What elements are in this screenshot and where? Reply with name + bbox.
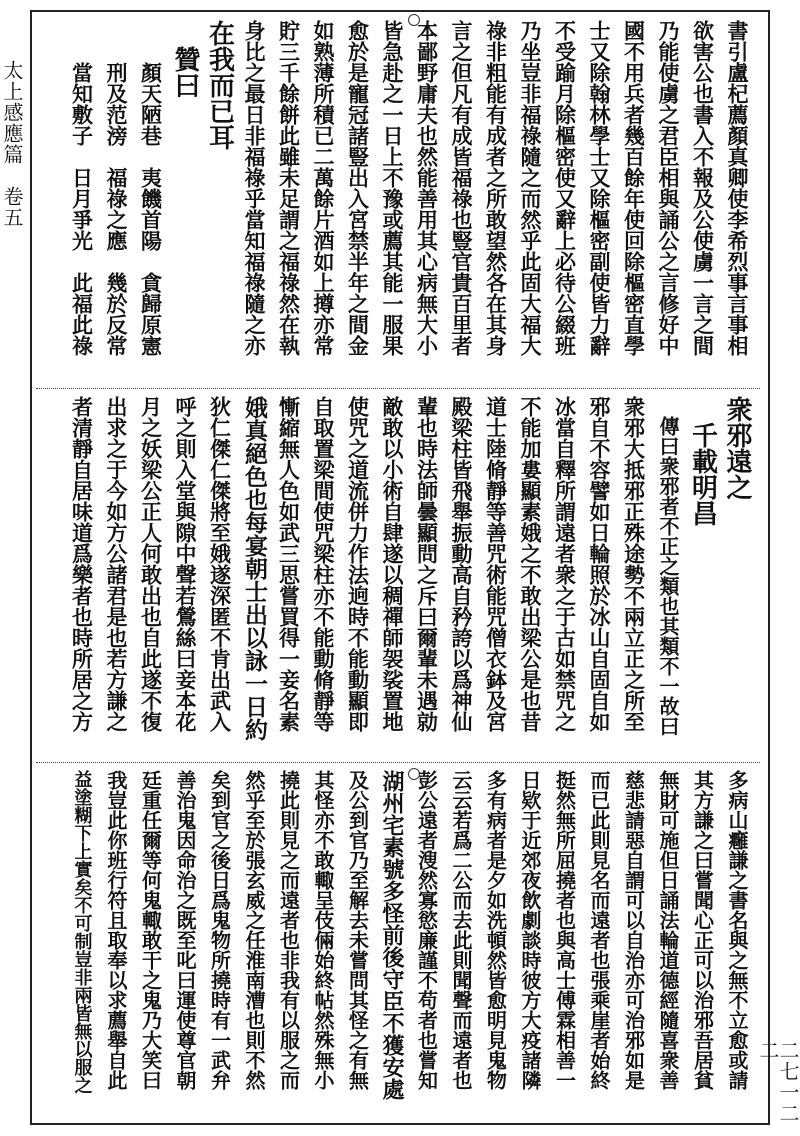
top-text-column: 愈於是寵冠諸豎出入宮禁半年之間金 bbox=[345, 20, 371, 356]
middle-text-column: 輩也時法師曇顯問之斥曰爾輩未遇勍 bbox=[414, 396, 440, 732]
top-text-column: 不受踰月除樞密使又辭上必待公綴班 bbox=[552, 20, 578, 356]
middle-text-column: 殿梁柱皆飛舉振動高自矜誇以爲神仙 bbox=[449, 396, 474, 732]
middle-text-column: 狄仁傑仁傑將至娥遂深匿不肯出武入 bbox=[207, 396, 233, 732]
top-text-column: 皆急赴之一日上不豫或薦其能一服果 bbox=[380, 20, 405, 356]
middle-text-column: 慚縮無人色如武三思嘗買得一妾名素 bbox=[276, 396, 302, 732]
middle-text-column: 呼之則入堂與隙中聲若鶯絲曰妾本花 bbox=[173, 396, 198, 732]
middle-text-column: 使咒之道流併力作法逈時不能動顯即 bbox=[345, 396, 371, 732]
top-text-column: 乃能使虜之君臣相與誦公之言修好中 bbox=[656, 20, 681, 356]
bottom-text-column: 撓此則見之而遠者也非我有以服之而 bbox=[276, 770, 301, 1090]
top-text-column: 貯三千餘餅此雖未足謂之福祿然在執 bbox=[276, 20, 302, 356]
bottom-text-column: 然乎至於張玄威之任淮南漕也則不然 bbox=[242, 770, 266, 1090]
top-text-column: 在我而已耳 bbox=[204, 20, 235, 150]
middle-text-column: 冰當自釋所謂遠者衆之于古如禁咒之 bbox=[552, 396, 578, 732]
margin-page-number: 二七一二二 bbox=[756, 1040, 800, 1124]
middle-text-column: 出求之于今如方公諸君是也若方謙之 bbox=[104, 396, 129, 732]
middle-text-column: 不能加婁顯素娥之不敢出梁公是也昔 bbox=[518, 396, 543, 732]
bottom-text-column: 湖州宅素號多怪前後守臣不獲安處 bbox=[379, 770, 405, 1100]
top-text-column: 欲害公也書入不報及公使虜一言之間 bbox=[690, 20, 716, 356]
top-text-column: 顏天陋巷 夷饑首陽 貪歸原憲 bbox=[138, 20, 164, 356]
middle-text-column: 傳曰衆邪者不正之類也其類不一故曰 bbox=[656, 396, 680, 736]
bottom-text-column: 慈悲請惡自謂可以自治亦可治邪如是 bbox=[621, 770, 646, 1090]
bottom-text-column: 其怪亦不敢輙呈伎倆始終帖然殊無小 bbox=[311, 770, 335, 1090]
top-text-column: 本鄙野庸夫也然能善用其心病無大小 bbox=[414, 20, 440, 356]
top-text-column: 如熟薄所積已二萬餘片酒如上撙亦常 bbox=[311, 20, 336, 356]
middle-text-column: 邪自不容譬如日輪照於冰山自固自如 bbox=[587, 396, 612, 732]
bottom-text-column: 云云若爲二公而去此則聞聲而遠者也 bbox=[449, 770, 473, 1090]
section-divider-1 bbox=[36, 388, 760, 389]
bottom-text-column: 益塗糊下上實矣不可制豈非兩皆無以服之 bbox=[71, 770, 93, 1094]
middle-text-column: 月之妖梁公正人何敢出也自此遂不復 bbox=[138, 396, 164, 732]
text-section-bottom bbox=[36, 770, 760, 1120]
top-text-column: 國不用兵者幾百餘年使回除樞密直學 bbox=[621, 20, 647, 356]
top-text-column: 書引盧杞薦顏真卿使李希烈事言事相 bbox=[725, 20, 750, 356]
margin-book-title: 太上感應篇 卷五 bbox=[0, 60, 24, 228]
bottom-text-column: 廷重任爾等何鬼輙敢干之鬼乃大笑曰 bbox=[138, 770, 163, 1090]
bottom-text-column: 無財可施但日誦法輪道德經隨喜衆善 bbox=[656, 770, 680, 1090]
text-section-middle bbox=[36, 396, 760, 758]
section-divider-2 bbox=[36, 762, 760, 763]
bottom-text-column: 而已此則見名而遠者也張乘崖者始終 bbox=[587, 770, 611, 1090]
middle-text-column: 衆邪大抵邪正殊途勢不兩立正之所至 bbox=[621, 396, 647, 732]
middle-text-column: 道士陸脩靜等善咒術能咒僧衣鉢及宮 bbox=[483, 396, 509, 732]
bottom-text-column: 及公到官乃至解去未嘗問其怪之有無 bbox=[345, 770, 370, 1090]
top-text-column: 乃坐豈非福祿隨之而然乎此固大福大 bbox=[518, 20, 543, 356]
bottom-text-column: 我豈此你班行符且取奉以求薦舉自此 bbox=[104, 770, 128, 1090]
top-text-column: 刑及范滂 福祿之應 幾於反常 bbox=[104, 20, 129, 356]
middle-text-column: 娥真絕色也每宴朝士出以詠一日約 bbox=[241, 396, 268, 741]
middle-text-column: 者清靜自居味道爲樂者也時所居之方 bbox=[69, 396, 95, 732]
bottom-text-column: 彭公遠者溲然寡慾廉謹不苟者也嘗知 bbox=[414, 770, 439, 1090]
middle-text-column: 自取置梁間使咒梁柱亦不能動脩靜等 bbox=[311, 396, 336, 732]
bottom-text-column: 多有病者是夕如洗頓然皆愈明見鬼物 bbox=[483, 770, 508, 1090]
bottom-text-column: 挺然無所屈撓者也與高士傅霖相善一 bbox=[552, 770, 577, 1090]
top-text-column: 贊曰 bbox=[170, 20, 200, 98]
bottom-text-column: 矣到官之後日爲鬼物所撓時有一武弁 bbox=[207, 770, 232, 1090]
bottom-text-column: 多病山癰謙之書名與之無不立愈或請 bbox=[725, 770, 749, 1090]
top-text-column: 身比之最日非福祿乎當知福祿隨之亦 bbox=[242, 20, 267, 356]
middle-text-column: 敵敢以小術自肆遂以稠禪師袈裟置地 bbox=[380, 396, 405, 732]
text-section-top bbox=[36, 20, 760, 384]
top-text-column: 言之但凡有成皆福祿也豎官貴百里者 bbox=[449, 20, 474, 356]
top-text-column: 祿非粗能有成者之所敢望然各在其身 bbox=[483, 20, 509, 356]
middle-text-column: 衆邪遠之 bbox=[722, 396, 752, 500]
bottom-text-column: 日欵于近郊夜飲劇談時彼方大疫諸隣 bbox=[518, 770, 542, 1090]
top-text-column: 當知敷子 日月爭光 此福此祿 bbox=[69, 20, 95, 356]
bottom-text-column: 其方謙之曰嘗聞心正可以治邪吾居貧 bbox=[690, 770, 715, 1090]
middle-text-column: 千載明昌 bbox=[687, 396, 718, 526]
top-text-column: 士又除翰林學士又除樞密副使皆力辭 bbox=[587, 20, 612, 356]
bottom-text-column: 善治鬼因命治之既至叱曰運使尊官朝 bbox=[173, 770, 197, 1090]
